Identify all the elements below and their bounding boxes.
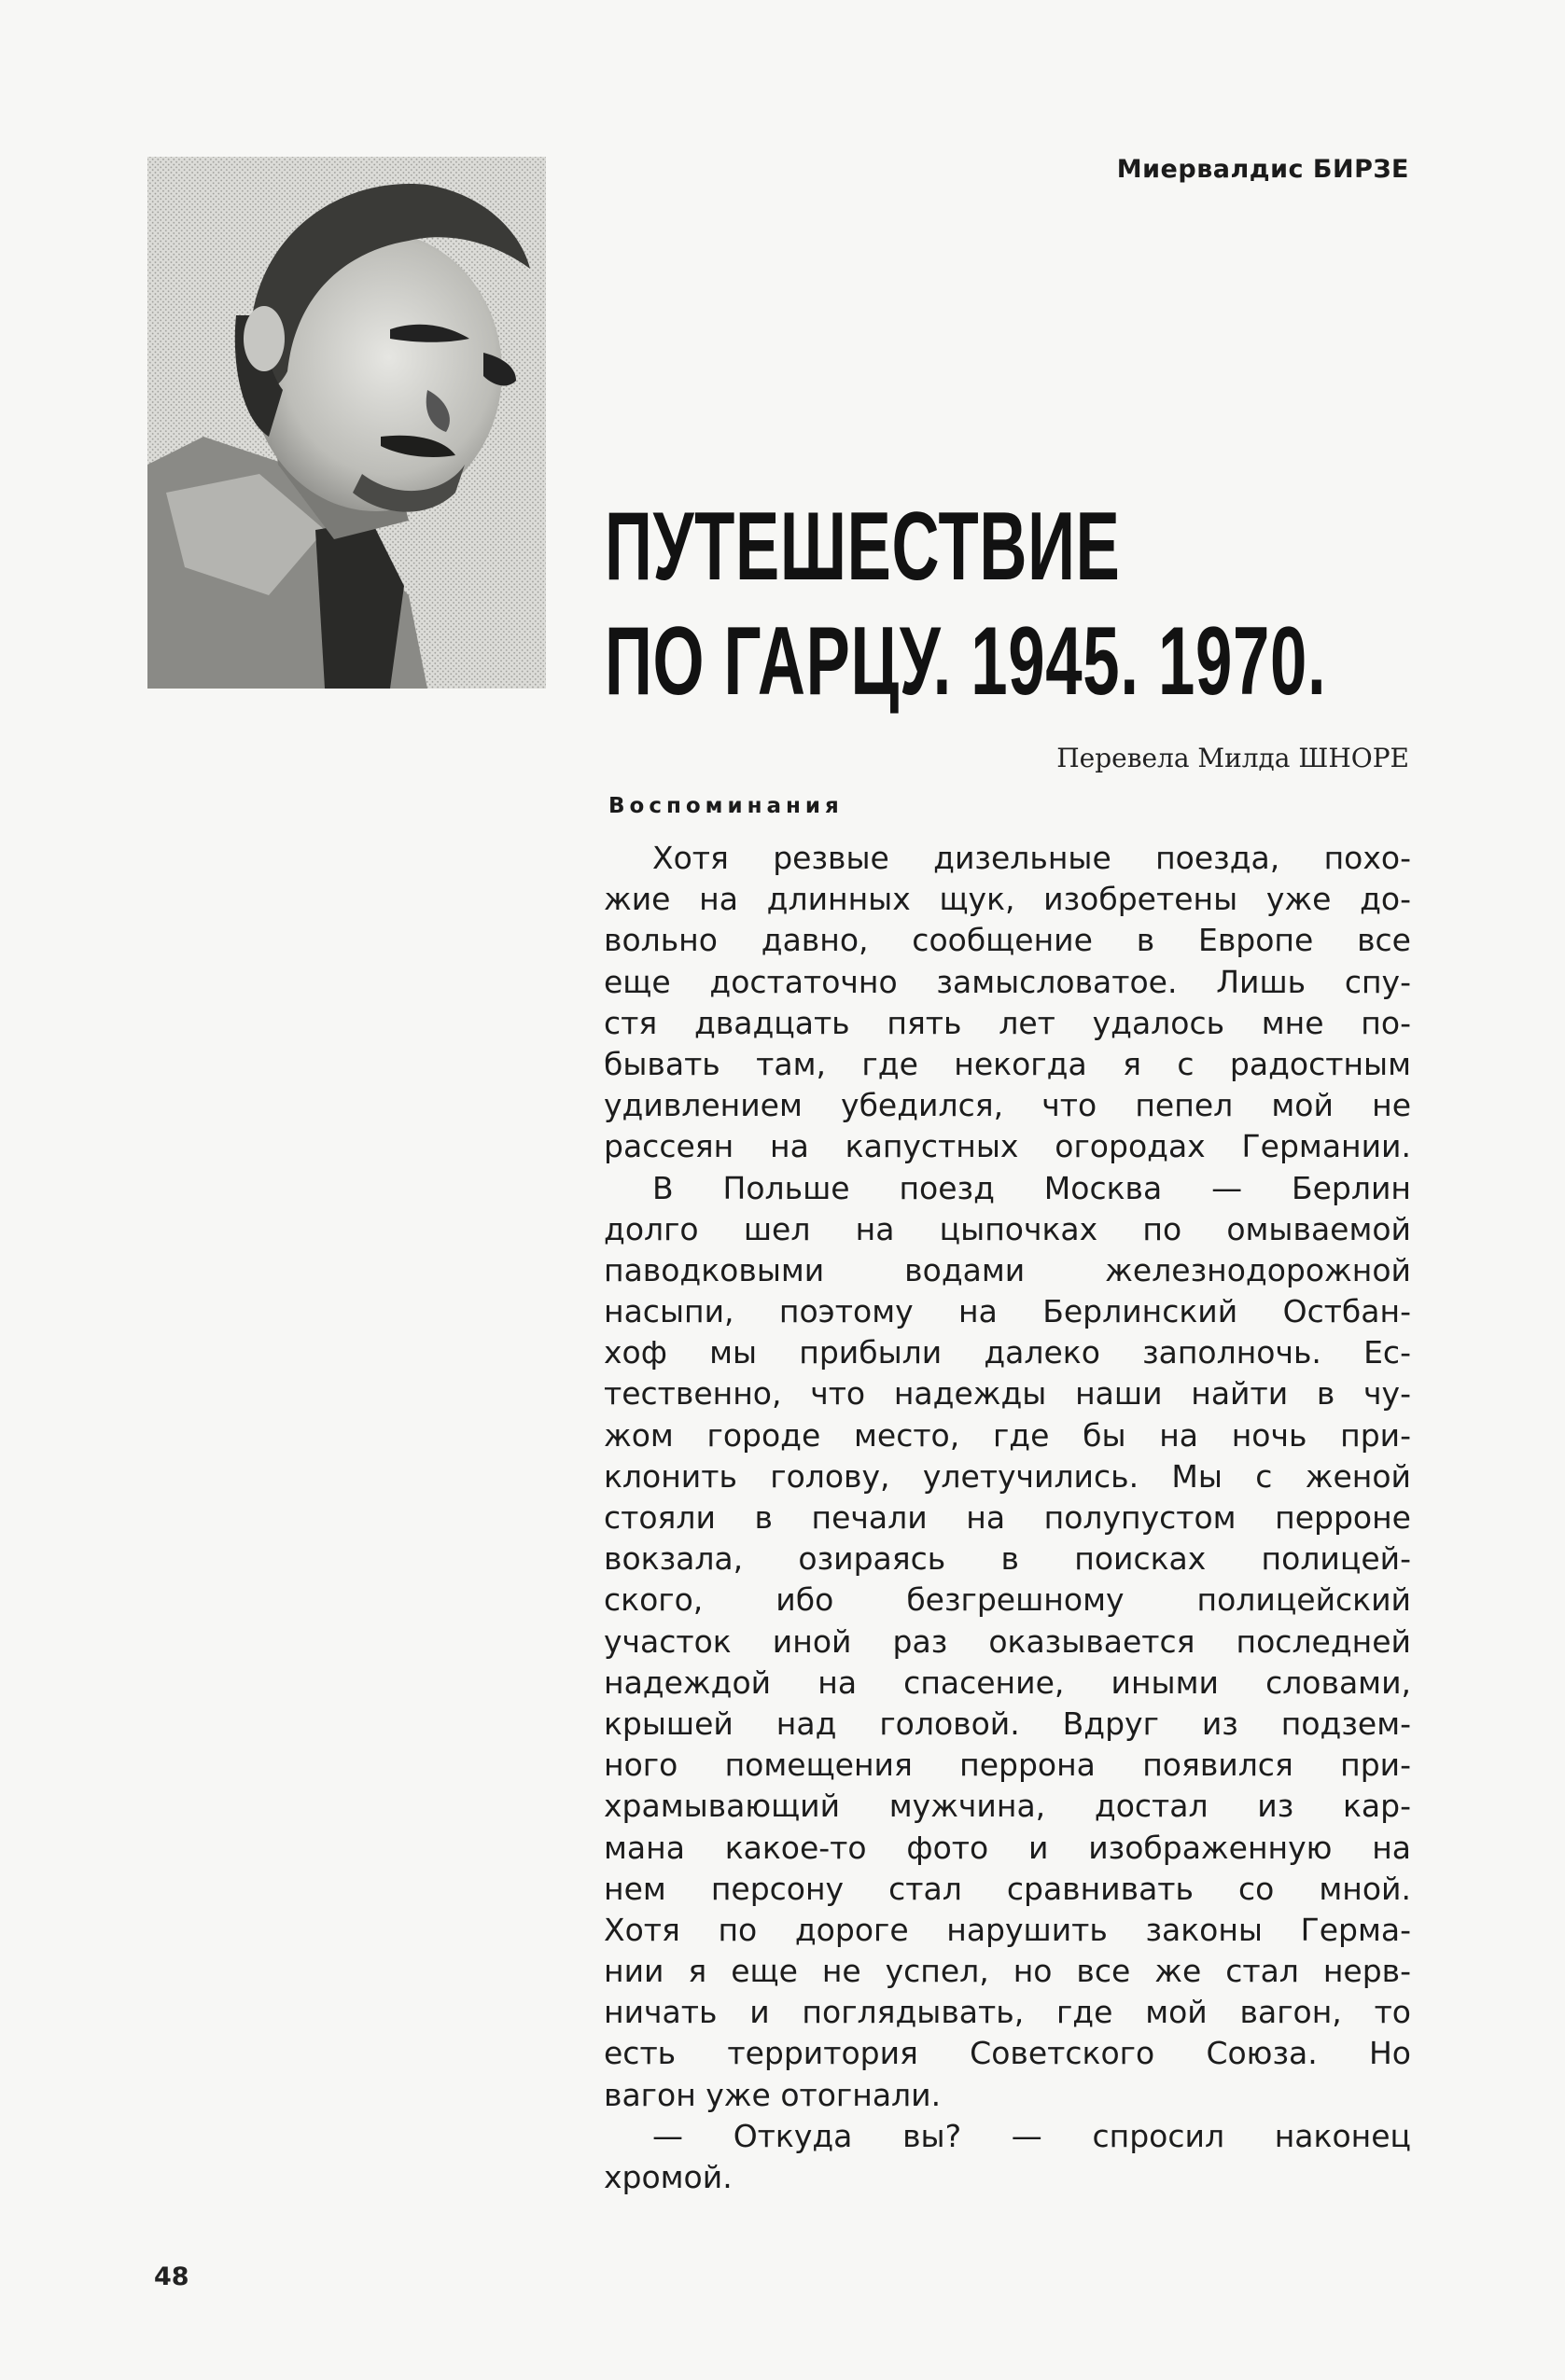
text-line: бывать там, где некогда я с радостным <box>604 1045 1411 1082</box>
author-portrait-photo <box>147 157 546 689</box>
text-line: жие на длинных щук, изобретены уже до- <box>604 881 1411 918</box>
text-line: Хотя резвые дизельные поезда, похо- <box>652 840 1411 876</box>
text-line: долго шел на цыпочках по омываемой <box>604 1210 1411 1247</box>
text-line: хоф мы прибыли далеко заполночь. Ес- <box>604 1334 1411 1371</box>
text-line: ского, ибо безгрешному полицейский <box>604 1581 1411 1619</box>
text-line: надеждой на спасение, иными словами, <box>604 1663 1411 1701</box>
text-line: вагон уже отогнали. <box>604 2076 942 2113</box>
article-title <box>605 490 1326 719</box>
author-name: Миервалдис БИРЗЕ <box>1116 155 1409 184</box>
text-line: ничать и поглядывать, где мой вагон, то <box>604 1994 1411 2031</box>
article-body <box>604 838 1411 2198</box>
translator-credit: Перевела Милда ШНОРЕ <box>1056 743 1409 773</box>
text-line: хромой. <box>604 2159 733 2195</box>
text-line: — Откуда вы? — спросил наконец <box>652 2117 1411 2154</box>
text-line: стя двадцать пять лет удалось мне по- <box>604 1004 1411 1041</box>
text-line: удивлением убедился, что пепел мой не <box>604 1087 1411 1124</box>
text-line: участок иной раз оказывается последней <box>604 1622 1411 1660</box>
text-line: нии я еще не успел, но все же стал нерв- <box>604 1953 1411 1990</box>
page-number: 48 <box>154 2262 189 2291</box>
portrait-illustration <box>147 157 546 689</box>
text-line: крышей над головой. Вдруг из подзем- <box>604 1705 1411 1742</box>
article-subtitle: Воспоминания <box>608 794 844 818</box>
text-line: Хотя по дороге нарушить законы Герма- <box>604 1911 1411 1948</box>
text-line: вольно давно, сообщение в Европе все <box>604 922 1411 959</box>
title-line-1: ПУТЕШЕСТВИЕ <box>605 493 1121 601</box>
text-line: стояли в печали на полупустом перроне <box>604 1499 1411 1536</box>
text-line: есть территория Советского Союза. Но <box>604 2035 1411 2072</box>
text-line: тественно, что надежды наши найти в чу- <box>604 1375 1411 1413</box>
title-line-2: ПО ГАРЦУ. 1945. 1970. <box>605 607 1327 716</box>
text-line: еще достаточно замысловатое. Лишь спу- <box>604 963 1411 1000</box>
text-line: насыпи, поэтому на Берлинский Остбан- <box>604 1293 1411 1330</box>
text-line: клонить голову, улетучились. Мы с женой <box>604 1457 1411 1495</box>
text-line: храмывающий мужчина, достал из кар- <box>604 1788 1411 1825</box>
text-line: рассеян на капустных огородах Германии. <box>604 1128 1411 1165</box>
text-line: паводковыми водами железнодорожной <box>604 1251 1411 1288</box>
text-line: ного помещения перрона появился при- <box>604 1747 1411 1784</box>
text-line: вокзала, озираясь в поисках полицей- <box>604 1540 1411 1578</box>
text-line: В Польше поезд Москва — Берлин <box>652 1169 1411 1206</box>
text-line: нем персону стал сравнивать со мной. <box>604 1870 1411 1907</box>
text-line: мана какое-то фото и изображенную на <box>604 1829 1411 1866</box>
text-line: жом городе место, где бы на ночь при- <box>604 1416 1411 1454</box>
